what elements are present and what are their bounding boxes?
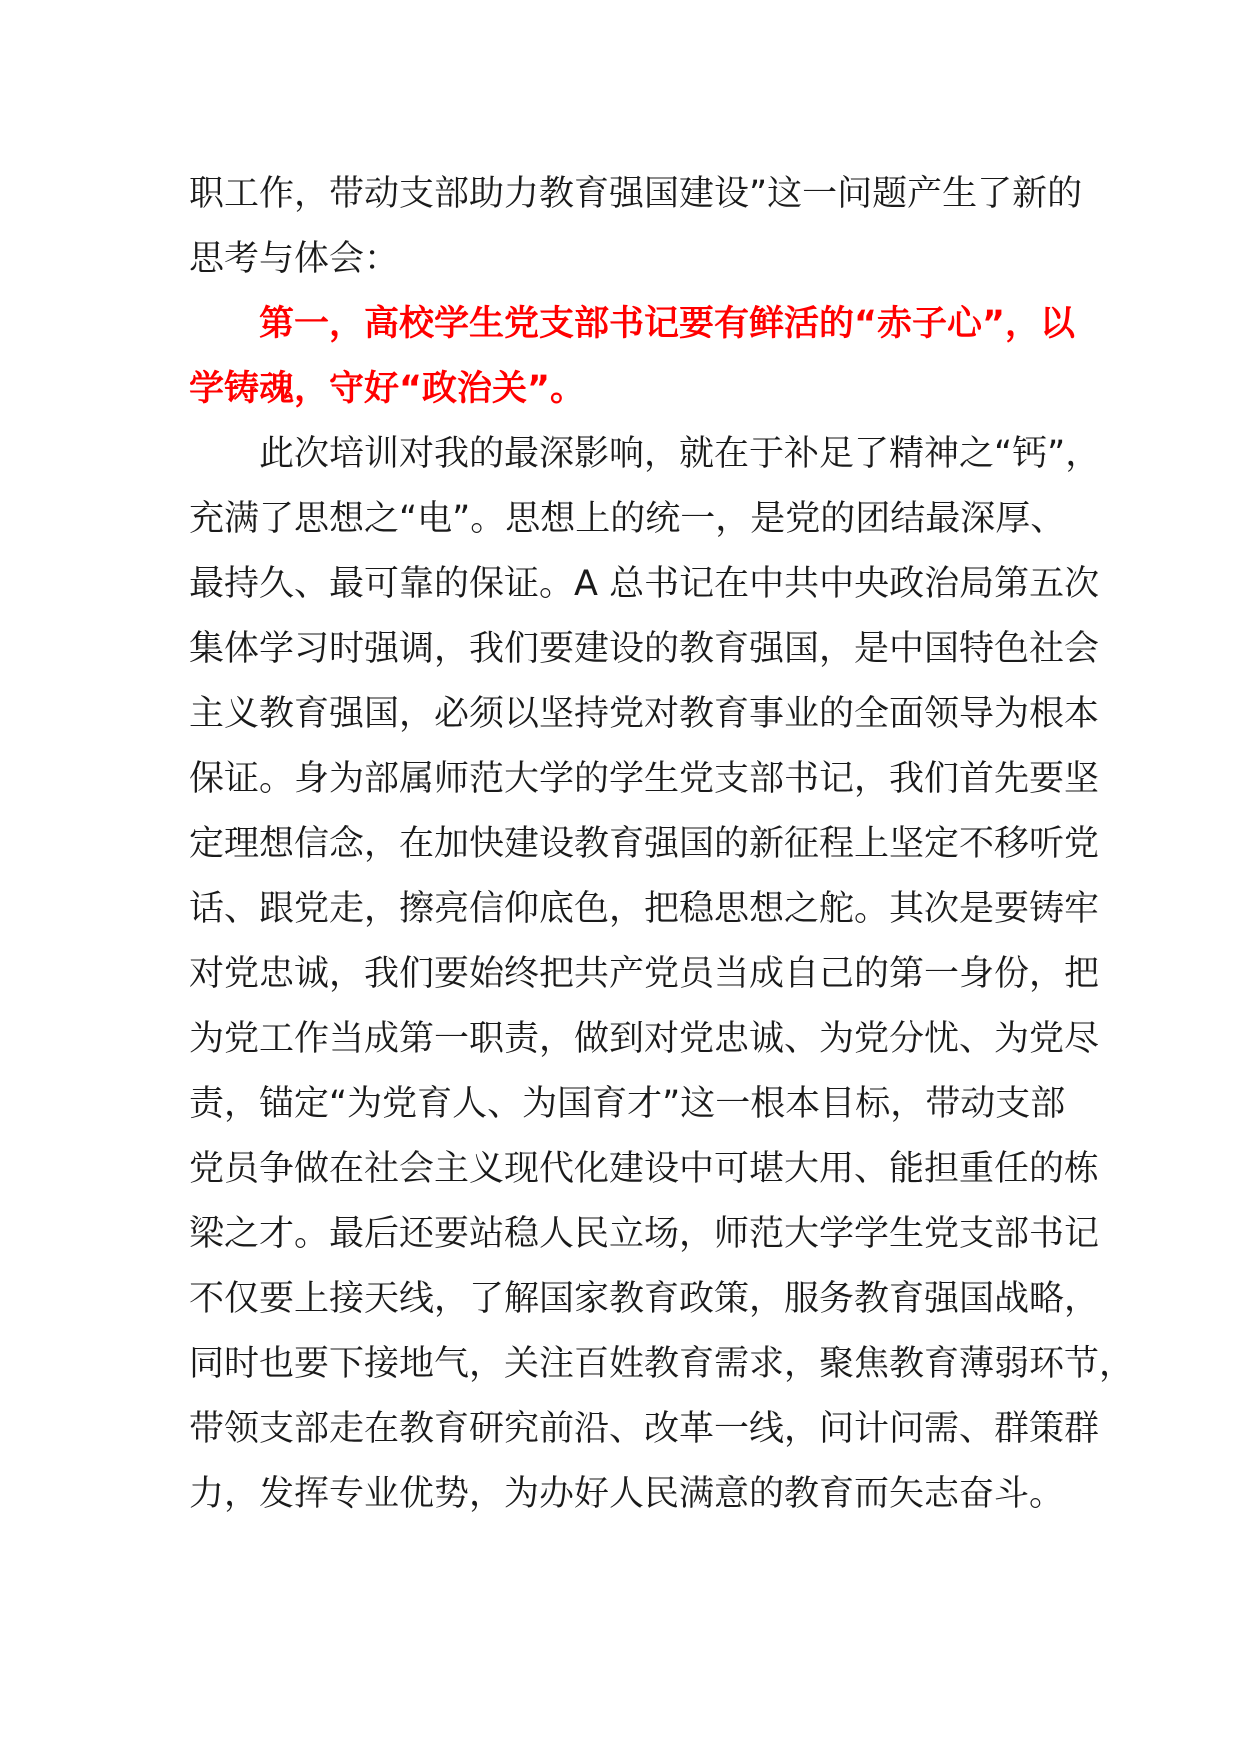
body-line: 最持久、最可靠的保证。A 总书记在中共中央政治局第五次 [189, 564, 1100, 604]
body-line: 主义教育强国，必须以坚持党对教育事业的全面领导为根本 [189, 694, 1100, 734]
body-line: 定理想信念，在加快建设教育强国的新征程上坚定不移听党 [189, 824, 1100, 864]
intro-paragraph [189, 162, 1083, 292]
body-line: 集体学习时强调，我们要建设的教育强国，是中国特色社会 [189, 629, 1100, 669]
body-line: 对党忠诚，我们要始终把共产党员当成自己的第一身份，把 [189, 954, 1100, 994]
body-line: 为党工作当成第一职责，做到对党忠诚、为党分忧、为党尽 [189, 1019, 1100, 1059]
heading-line: 第一，高校学生党支部书记要有鲜活的“赤子心”，以 [259, 304, 1076, 344]
body-line: 保证。身为部属师范大学的学生党支部书记，我们首先要坚 [189, 759, 1100, 799]
body-line: 党员争做在社会主义现代化建设中可堪大用、能担重任的栋 [189, 1149, 1100, 1189]
body-line: 同时也要下接地气，关注百姓教育需求，聚焦教育薄弱环节， [189, 1344, 1135, 1384]
body-line: 不仅要上接天线，了解国家教育政策，服务教育强国战略， [189, 1279, 1100, 1319]
section-heading [189, 292, 1076, 422]
body-paragraph [189, 422, 1135, 1527]
heading-line: 学铸魂，守好“政治关”。 [189, 369, 586, 409]
body-line: 此次培训对我的最深影响，就在于补足了精神之“钙”， [259, 434, 1101, 474]
body-line: 话、跟党走，擦亮信仰底色，把稳思想之舵。其次是要铸牢 [189, 889, 1100, 929]
body-line: 梁之才。最后还要站稳人民立场，师范大学学生党支部书记 [189, 1214, 1100, 1254]
body-line: 力，发挥专业优势，为办好人民满意的教育而矢志奋斗。 [189, 1474, 1065, 1514]
document-body [189, 162, 1135, 1527]
intro-line: 职工作，带动支部助力教育强国建设”这一问题产生了新的 [189, 174, 1083, 214]
intro-line: 思考与体会： [189, 239, 400, 279]
body-line: 责，锚定“为党育人、为国育才”这一根本目标，带动支部 [189, 1084, 1066, 1124]
body-line: 带领支部走在教育研究前沿、改革一线，问计问需、群策群 [189, 1409, 1100, 1449]
body-line: 充满了思想之“电”。思想上的统一，是党的团结最深厚、 [189, 499, 1066, 539]
